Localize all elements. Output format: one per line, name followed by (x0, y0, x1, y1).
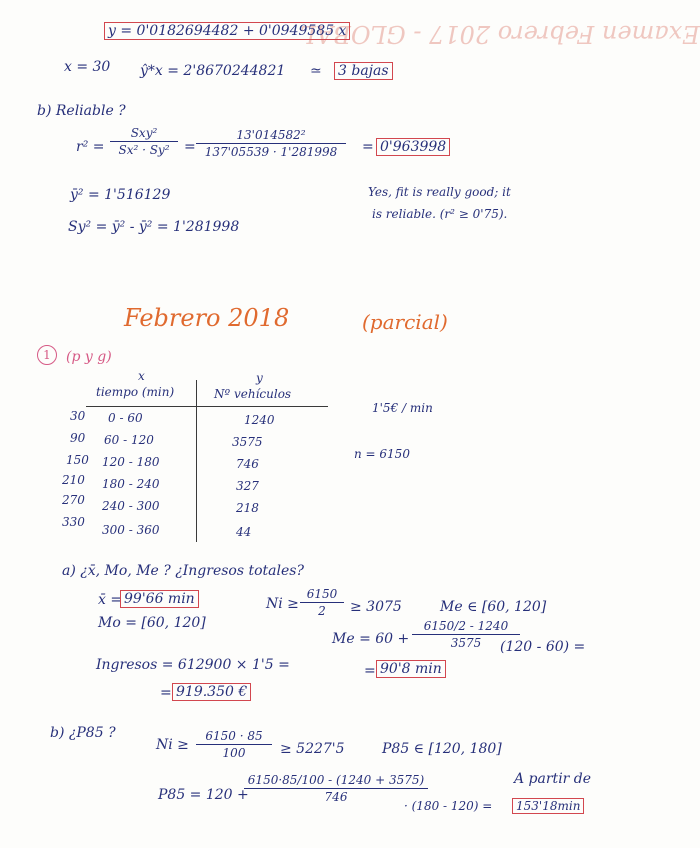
percentile-factor: · (180 - 120) = (404, 799, 493, 813)
equals-sign: = (184, 139, 196, 155)
cell-count: 1240 (244, 413, 275, 427)
frac-numerator: Sxy² (130, 126, 158, 140)
table-col2-header: Nº vehículos (214, 387, 292, 401)
cell-count: 746 (236, 457, 259, 471)
income-calc: Ingresos = 612900 × 1'5 = (96, 657, 290, 673)
median-lhs: Me = 60 + (332, 631, 410, 647)
cell-interval: 300 - 360 (102, 523, 160, 537)
table-header-rule (86, 406, 328, 407)
frac-denominator: 100 (222, 746, 246, 760)
mean-lhs: x̄ = (98, 592, 123, 608)
section-subtitle: (parcial) (362, 310, 448, 334)
section-title: Febrero 2018 (124, 304, 290, 332)
frac-denominator: 2 (318, 604, 326, 618)
frac-denominator: Sx² · Sy² (118, 143, 170, 157)
frac-numerator: 6150/2 - 1240 (423, 619, 509, 633)
cell-count: 44 (236, 525, 252, 539)
median-interval: Me ∈ [60, 120] (440, 599, 547, 615)
r2-lhs: r² = (76, 139, 105, 155)
r2-value-fraction (196, 129, 346, 158)
income-result: 919.350 € (172, 683, 251, 701)
table-column-rule (196, 380, 197, 542)
cell-midpoint: 90 (70, 431, 86, 445)
y2-mean: ȳ² = 1'516129 (70, 187, 171, 203)
ni-fraction-a (300, 588, 344, 617)
prediction: ŷ*x = 2'8670244821 (140, 63, 286, 79)
cell-count: 327 (236, 479, 259, 493)
mode: Mo = [60, 120] (98, 615, 206, 631)
frac-denominator: 746 (324, 790, 348, 804)
frac-denominator: 137'05539 · 1'281998 (204, 145, 338, 159)
table-col1-var: x (138, 369, 145, 383)
frac-bar (196, 143, 346, 144)
question-b-percentile: b) ¿P85 ? (50, 725, 116, 741)
cell-midpoint: 330 (62, 515, 85, 529)
median-equals: = (364, 663, 376, 679)
problem-label: (p y g) (66, 349, 112, 365)
frac-numerator: 13'014582² (236, 128, 306, 142)
cell-interval: 0 - 60 (108, 411, 143, 425)
price-per-minute: 1'5€ / min (372, 401, 433, 415)
ni-lhs-b: Ni ≥ (156, 737, 189, 753)
table-col2-var: y (256, 371, 263, 385)
prediction-result: 3 bajas (334, 62, 393, 80)
median-factor: (120 - 60) = (500, 639, 586, 655)
cell-interval: 180 - 240 (102, 477, 160, 491)
frac-denominator: 3575 (450, 636, 482, 650)
frac-bar (300, 602, 344, 603)
frac-bar (110, 141, 178, 142)
problem-number-badge: 1 (37, 345, 57, 365)
income-equals: = (160, 685, 172, 701)
percentile-result: 153'18min (512, 798, 584, 814)
cell-interval: 120 - 180 (102, 455, 160, 469)
cell-midpoint: 150 (66, 453, 89, 467)
frac-numerator: 6150 (306, 587, 338, 601)
percentile-interval: P85 ∈ [120, 180] (382, 741, 502, 757)
ni-rhs-b: ≥ 5227'5 (280, 741, 345, 757)
note-a-partir-de: A partir de (514, 771, 592, 787)
question-a: a) ¿x̄, Mo, Me ? ¿Ingresos totales? (62, 563, 304, 579)
r2-result: 0'963998 (376, 138, 450, 156)
frac-numerator: 6150 · 85 (205, 729, 263, 743)
r2-formula-fraction (110, 127, 178, 156)
cell-midpoint: 210 (62, 473, 85, 487)
x-value: x = 30 (64, 59, 111, 75)
median-result: 90'8 min (376, 660, 446, 678)
sy2-variance: Sy² = ȳ² - ȳ² = 1'281998 (68, 219, 240, 235)
ni-lhs-a: Ni ≥ (266, 596, 299, 612)
approx-sign: ≃ (310, 63, 322, 79)
table-col1-header: tiempo (min) (96, 385, 175, 399)
cell-midpoint: 30 (70, 409, 86, 423)
ni-fraction-b (196, 730, 272, 759)
percentile-lhs: P85 = 120 + (158, 787, 249, 803)
mean-result: 99'66 min (120, 590, 199, 608)
reliability-comment-line2: is reliable. (r² ≥ 0'75). (372, 207, 508, 221)
frac-bar (412, 634, 520, 635)
regression-equation: y = 0'0182694482 + 0'0949585 x (104, 22, 350, 40)
ghost-text: Examen Febrero 2017 - GLOBAL (300, 20, 700, 48)
frac-bar (196, 744, 272, 745)
cell-count: 218 (236, 501, 259, 515)
cell-interval: 240 - 300 (102, 499, 160, 513)
reliability-comment-line1: Yes, fit is really good; it (368, 185, 511, 199)
cell-midpoint: 270 (62, 493, 85, 507)
cell-interval: 60 - 120 (104, 433, 154, 447)
frac-bar (244, 788, 428, 789)
cell-count: 3575 (232, 435, 263, 449)
question-b-reliable: b) Reliable ? (37, 103, 126, 119)
frac-numerator: 6150·85/100 - (1240 + 3575) (247, 773, 425, 787)
equals-sign: = (362, 139, 374, 155)
sample-size: n = 6150 (354, 447, 410, 461)
percentile-fraction (244, 774, 428, 803)
ni-rhs-a: ≥ 3075 (350, 599, 402, 615)
